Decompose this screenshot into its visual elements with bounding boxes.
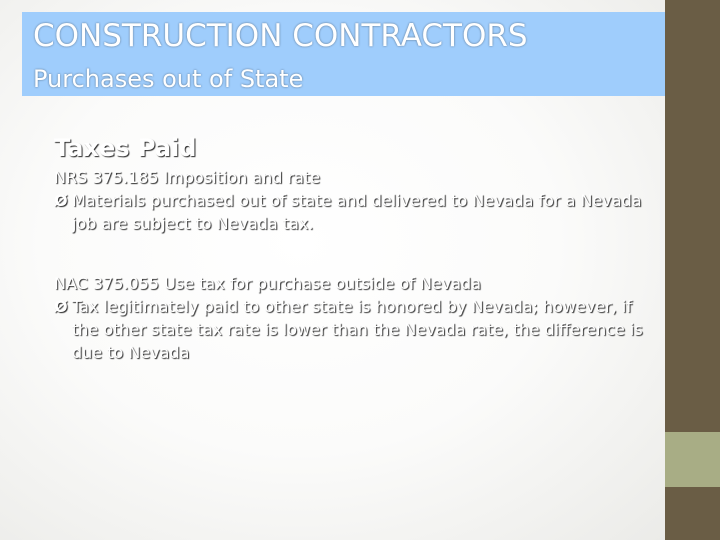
bullet-item — [54, 295, 644, 364]
regulation-label: NAC 375.055 Use tax for purchase outside of Nevada — [54, 274, 481, 293]
side-accent-block — [665, 432, 720, 487]
slide-title: CONSTRUCTION CONTRACTORS — [33, 18, 528, 54]
section-heading: Taxes Paid — [54, 134, 197, 162]
slide-content — [54, 130, 644, 364]
arrow-bullet-icon: Ø — [54, 191, 68, 210]
bullet-text: Tax legitimately paid to other state is honored by Nevada; however, if the other state tax rate is lower than the Nevada rate, the difference is due to Nevada — [72, 297, 643, 362]
arrow-bullet-icon: Ø — [54, 297, 68, 316]
bullet-text: Materials purchased out of state and delivered to Nevada for a Nevada job are subject to Nevada tax. — [72, 191, 642, 233]
statute-label: NRS 375.185 Imposition and rate — [54, 168, 321, 187]
bullet-item — [54, 189, 644, 235]
slide-subtitle: Purchases out of State — [33, 65, 304, 93]
